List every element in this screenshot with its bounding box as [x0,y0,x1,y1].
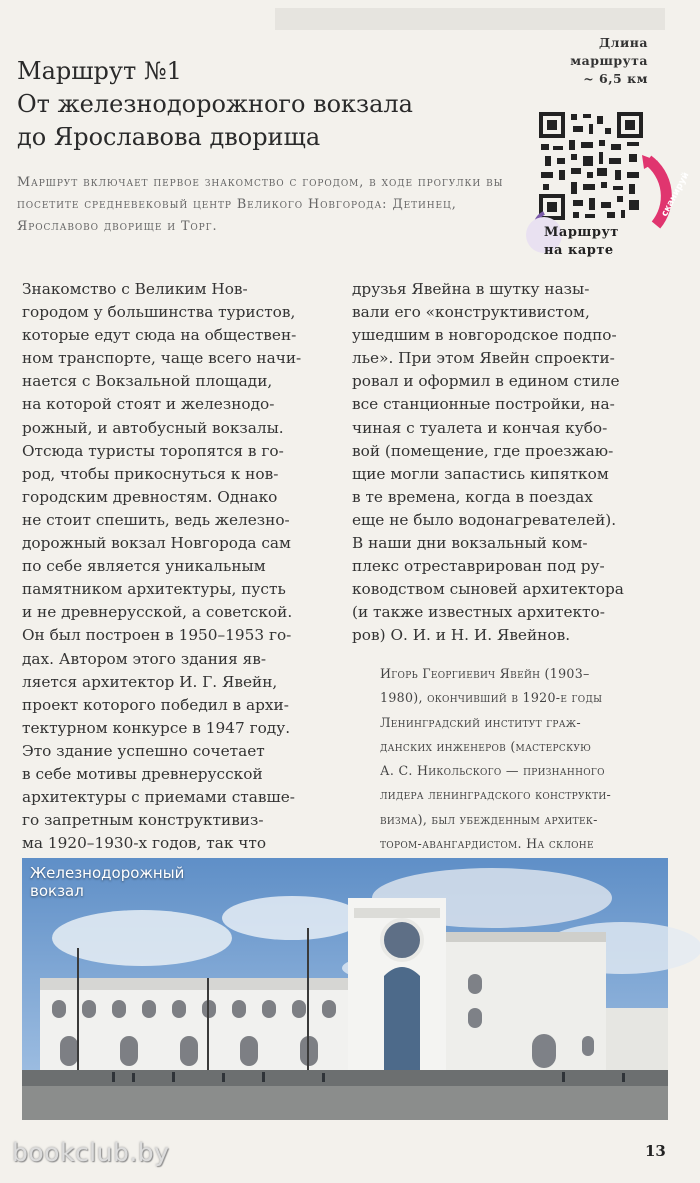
text-line: памятником архитектуры, пусть [22,580,286,599]
text-column-left [22,278,332,855]
bio-line: данских инженеров (мастерскую [380,738,592,754]
bio-line: визма), был убежденным архитек- [380,811,598,827]
title-line: до Ярославова дворища [17,123,321,151]
page-number: 13 [645,1142,666,1160]
text-line: Он был построен в 1950–1953 го- [22,626,292,645]
text-line: все станционные постройки, на- [352,395,615,414]
text-line: друзья Явейна в шутку назы- [352,280,590,298]
text-line: в те времена, когда в поездах [352,487,593,506]
text-line: ма 1920–1930-х годов, так что [22,834,267,853]
route-length [548,34,648,88]
text-line: (и также известных архитекто- [352,603,605,622]
text-line: род, чтобы прикоснуться к нов- [22,464,279,483]
text-line: го запретным конструктивиз- [22,811,264,830]
text-line: городом у большинства туристов, [22,303,296,322]
text-line: в себе мотивы древнерусской [22,764,263,783]
text-line: не стоит спешить, ведь железно- [22,510,290,529]
text-line: городским древностям. Однако [22,487,278,506]
bio-line: Ленинградский институт граж- [380,714,581,730]
text-line: архитектуры с приемами ставше- [22,788,295,807]
page-title [17,55,413,154]
scan-label: сканируй [659,170,692,219]
map-link-label: на карте [544,243,614,258]
text-line: лье». При этом Явейн спроекти- [352,349,615,368]
photo-caption-line: Железнодорожный [30,864,185,882]
biography-sidebar [380,662,670,856]
text-line: В наши дни вокзальный ком- [352,534,588,553]
text-line: ляется архитектор И. Г. Явейн, [22,672,278,691]
header-stripe [275,8,665,30]
text-line: щие могли запастись кипятком [352,464,609,483]
text-line: тектурном конкурсе в 1947 году. [22,718,291,737]
text-line: плекс отреставрирован под ру- [352,557,605,576]
text-line: ководством сыновей архитектора [352,580,624,599]
route-length-label: маршрута [570,53,648,68]
map-link-label: Маршрут [544,225,619,240]
text-line: дорожный вокзал Новгорода сам [22,534,291,553]
site-watermark: bookclub.by [12,1138,170,1167]
bio-line: А. С. Никольского — признанного [380,763,605,779]
text-line: на которой стоят и железнодо- [22,395,275,414]
text-column-right [352,278,664,648]
text-line: Это здание успешно сочетает [22,741,265,760]
text-line: вали его «конструктивистом, [352,303,590,322]
photo-caption-line: вокзал [30,882,84,900]
photo-caption [30,864,184,900]
route-length-value: ~ 6,5 км [583,71,648,86]
bio-line: лидера ленинградского конструкти- [380,787,612,803]
text-line: дах. Автором этого здания яв- [22,649,267,668]
bio-line: Игорь Георгиевич Явейн (1903– [380,666,590,681]
title-line: Маршрут №1 [17,57,182,85]
text-line: еще не было водонагревателей). [352,510,617,529]
text-line: вой (помещение, где проезжаю- [352,441,614,460]
text-line: по себе является уникальным [22,557,266,576]
station-photo [22,858,668,1120]
text-line: Отсюда туристы торопятся в го- [22,441,284,460]
text-line: ров) О. И. и Н. И. Явейнов. [352,626,571,645]
text-line: и не древнерусской, а советской. [22,603,293,622]
bio-line: 1980), окончивший в 1920-е годы [380,690,603,706]
bio-line: тором-авангардистом. На склоне [380,836,594,852]
text-line: чиная с туалета и кончая кубо- [352,418,608,437]
text-line: проект которого победил в архи- [22,695,289,714]
title-line: От железнодорожного вокзала [17,90,413,118]
text-line: ровал и оформил в едином стиле [352,372,620,391]
route-length-label: Длина [599,35,648,50]
text-line: ном транспорте, чаще всего начи- [22,349,302,368]
text-line: нается с Вокзальной площади, [22,372,273,391]
text-line: Знакомство с Великим Нов- [22,280,248,298]
intro-text: Маршрут включает первое знакомство с городом, в ходе прогулки вы посетите средневековый центр Великого Новгорода: Детинец, Ярославово дворище и Торг. [17,175,504,234]
text-line: которые едут сюда на обществен- [22,326,297,345]
text-line: рожный, и автобусный вокзалы. [22,418,284,437]
text-line: ушедшим в новгородское подпо- [352,326,617,345]
map-link[interactable] [544,224,644,260]
